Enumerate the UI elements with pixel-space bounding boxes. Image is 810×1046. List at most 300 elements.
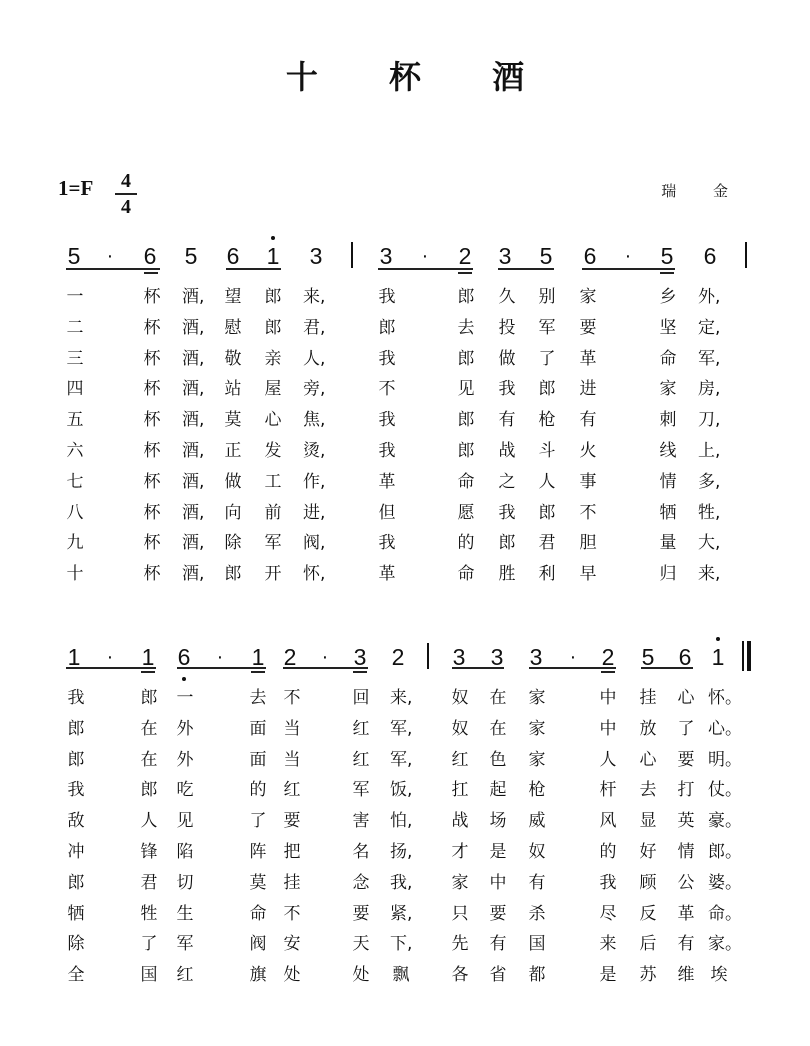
lyric-char: 奴 [451,718,469,739]
lyric-char: 正 [224,441,242,461]
lyric-char: 杀 [528,903,546,924]
lyric-char: 郎 [538,379,556,400]
lyric-char: 命 [457,564,475,585]
lyric-char: 了 [249,811,267,832]
lyric-char: 我 [67,780,85,801]
beam-underline [251,671,265,673]
lyric-char: 发 [264,441,282,461]
lyric-char: 我 [378,441,396,461]
note: 2 [391,644,405,670]
lyric-char: 郎 [264,287,282,307]
lyric-char: 人 [538,471,556,492]
lyric-char: 在 [489,718,507,739]
lyric-char: 不 [378,379,396,400]
lyric-char: 来, [390,688,413,708]
lyric-char: 屋 [264,379,282,400]
lyric-char: 家。 [708,934,742,955]
lyric-char: 郎 [264,317,282,338]
lyric-char: 当 [283,718,301,739]
lyric-char: 杯 [143,441,161,461]
lyric-char: 扬, [390,842,413,862]
lyric-char: 中 [489,872,507,893]
lyric-char: 郎 [498,533,516,554]
lyric-char: 害 [352,811,370,832]
lyric-char: 婆。 [708,872,742,893]
lyric-char: 维 [677,965,695,986]
lyric-char: 家 [528,718,546,739]
note: 5 [184,243,198,269]
composer-credit: 瑞 金 [661,182,744,200]
lyric-char: 枪 [538,410,556,431]
note: 6 [583,243,597,269]
note: 3 [529,644,543,670]
beam-underline [144,272,158,274]
lyric-char: 心。 [708,718,742,739]
lyric-char: 家 [528,688,546,708]
lyric-char: 命 [457,471,475,492]
lyric-char: 早 [579,564,597,585]
lyric-char: 九 [66,533,84,554]
lyric-char: 阀, [303,533,326,554]
lyric-char: 命 [249,903,267,924]
lyric-char: 才 [451,842,469,862]
lyric-char: 望 [224,287,242,307]
lyric-char: 要 [283,811,301,832]
lyric-char: 在 [489,688,507,708]
lyric-char: 只 [451,903,469,924]
lyric-char: 埃 [710,965,728,986]
note: 5 [660,243,674,269]
lyric-char: 慰 [224,317,242,338]
lyric-char: 家 [451,872,469,893]
lyric-char: 军, [390,718,413,739]
lyric-char: 不 [283,903,301,924]
lyric-char: 公 [677,872,695,893]
lyric-char: 见 [457,379,475,400]
lyric-char: 革 [378,471,396,492]
lyric-char: 人, [303,348,326,369]
lyric-char: 国 [528,934,546,955]
lyric-char: 胜 [498,564,516,585]
lyric-char: 但 [378,502,396,523]
lyric-char: 场 [489,811,507,832]
lyric-char: 外 [176,718,194,739]
lyric-char: 要 [352,903,370,924]
lyric-char: 我 [378,533,396,554]
lyric-char: 我 [67,688,85,708]
lyric-char: 革 [378,564,396,585]
lyric-char: 吃 [176,780,194,801]
lyric-char: 站 [224,379,242,400]
lyric-char: 房, [698,379,721,400]
lyric-char: 进, [303,502,326,523]
lyric-char: 军 [352,780,370,801]
lyric-char: 奴 [451,688,469,708]
lyric-char: 大, [698,533,721,554]
lyric-char: 心 [677,688,695,708]
lyric-char: 苏 [639,965,657,986]
lyric-char: 好 [639,842,657,862]
lyric-char: 阵 [249,842,267,862]
lyric-char: 在 [140,718,158,739]
note: 3 [498,243,512,269]
lyric-char: 怕, [390,811,413,832]
lyric-char: 挂 [283,872,301,893]
lyric-char: 愿 [457,502,475,523]
lyric-char: 生 [176,903,194,924]
lyric-char: 中 [599,718,617,739]
lyric-char: 切 [176,872,194,893]
lyric-char: 我 [378,287,396,307]
lyric-char: 明。 [708,749,742,770]
lyric-char: 郎 [67,718,85,739]
lyric-char: 我 [378,410,396,431]
lyric-char: 酒, [182,410,205,431]
lyric-char: 顾 [639,872,657,893]
lyric-char: 处 [283,965,301,986]
time-signature-numerator: 4 [121,170,131,192]
lyric-char: 郎 [457,410,475,431]
lyric-char: 烫, [303,441,326,461]
barline [427,643,429,669]
lyric-char: 中 [599,688,617,708]
lyric-char: 牺 [67,903,85,924]
lyric-char: 陷 [176,842,194,862]
lyric-char: 处 [352,965,370,986]
lyric-char: 打 [677,780,695,801]
lyric-char: 上, [698,441,721,461]
lyric-char: 军, [390,749,413,770]
lyric-char: 起 [489,780,507,801]
lyric-char: 刀, [698,410,721,431]
lyric-char: 有 [498,410,516,431]
lyric-char: 红 [352,718,370,739]
lyric-char: 除 [224,533,242,554]
lyric-char: 见 [176,811,194,832]
lyric-char: 郎。 [708,842,742,862]
lyric-char: 放 [639,718,657,739]
lyric-char: 郎 [67,872,85,893]
lyric-char: 坚 [659,317,677,338]
lyric-char: 心 [639,749,657,770]
lyric-char: 显 [639,811,657,832]
note: 6 [226,243,240,269]
time-signature [115,170,137,218]
lyric-char: 牺 [659,502,677,523]
lyric-char: 外 [176,749,194,770]
lyric-char: 郎 [538,502,556,523]
lyric-char: 回 [352,688,370,708]
note: 1 [141,644,155,670]
lyric-char: 十 [66,564,84,585]
octave-up-dot [716,637,720,641]
final-barline-thin [742,641,744,671]
lyric-char: 仗。 [708,780,742,801]
lyric-char: 怀, [303,564,326,585]
lyric-char: 了 [140,934,158,955]
lyric-char: 除 [67,934,85,955]
lyric-char: 八 [66,502,84,523]
lyric-char: 国 [140,965,158,986]
note: 2 [601,644,615,670]
lyric-char: 酒, [182,471,205,492]
lyric-char: 胆 [579,533,597,554]
note: 6 [703,243,717,269]
final-barline-thick [747,641,751,671]
page-bottom-mask [0,992,810,1042]
augmentation-dot: · [624,245,632,267]
lyric-char: 各 [451,965,469,986]
note: 6 [678,644,692,670]
lyric-char: 三 [66,348,84,369]
lyric-char: 红 [352,749,370,770]
lyric-char: 牲, [698,502,721,523]
lyric-char: 来, [303,287,326,307]
lyric-char: 冲 [67,842,85,862]
lyric-char: 杯 [143,379,161,400]
lyric-char: 阀 [249,934,267,955]
lyric-char: 酒, [182,379,205,400]
lyric-char: 酒, [182,533,205,554]
lyric-char: 当 [283,749,301,770]
lyric-char: 酒, [182,564,205,585]
lyric-char: 革 [677,903,695,924]
lyric-char: 多, [698,471,721,492]
lyric-char: 要 [579,317,597,338]
note: 1 [711,644,725,670]
lyric-char: 外, [698,287,721,307]
note: 3 [452,644,466,670]
lyric-char: 后 [639,934,657,955]
lyric-char: 饭, [390,780,413,801]
lyric-char: 敬 [224,348,242,369]
lyric-char: 去 [457,317,475,338]
lyric-char: 七 [66,471,84,492]
lyric-char: 一 [176,688,194,708]
lyric-char: 反 [639,903,657,924]
lyric-char: 要 [677,749,695,770]
lyric-char: 省 [489,965,507,986]
lyric-char: 我 [498,379,516,400]
song-title: 十 杯 酒 [285,58,555,96]
lyric-char: 风 [599,811,617,832]
note: 2 [283,644,297,670]
augmentation-dot: · [216,646,224,668]
lyric-char: 我 [378,348,396,369]
lyric-char: 军 [264,533,282,554]
lyric-char: 郎 [140,688,158,708]
lyric-char: 做 [224,471,242,492]
lyric-char: 有 [579,410,597,431]
lyric-char: 家 [579,287,597,307]
lyric-char: 念 [352,872,370,893]
lyric-char: 开 [264,564,282,585]
lyric-char: 是 [489,842,507,862]
lyric-char: 杆 [599,780,617,801]
lyric-char: 军, [698,348,721,369]
lyric-char: 君, [303,317,326,338]
lyric-char: 家 [659,379,677,400]
lyric-char: 人 [599,749,617,770]
lyric-char: 命。 [708,903,742,924]
lyric-char: 英 [677,811,695,832]
lyric-char: 挂 [639,688,657,708]
lyric-char: 我 [599,872,617,893]
augmentation-dot: · [321,646,329,668]
lyric-char: 酒, [182,441,205,461]
barline [351,242,353,268]
lyric-char: 在 [140,749,158,770]
lyric-char: 下, [390,934,413,955]
lyric-char: 杯 [143,348,161,369]
lyric-char: 乡 [659,287,677,307]
lyric-char: 军 [538,317,556,338]
lyric-char: 扛 [451,780,469,801]
lyric-char: 酒, [182,502,205,523]
lyric-char: 酒, [182,287,205,307]
lyric-char: 是 [599,965,617,986]
lyric-char: 豪。 [708,811,742,832]
lyric-char: 怀。 [708,688,742,708]
lyric-char: 四 [66,379,84,400]
augmentation-dot: · [421,245,429,267]
beam-underline [458,272,472,274]
lyric-char: 不 [579,502,597,523]
lyric-char: 君 [140,872,158,893]
octave-up-dot [271,236,275,240]
lyric-char: 刺 [659,410,677,431]
lyric-char: 军 [176,934,194,955]
note: 5 [539,243,553,269]
lyric-char: 郎 [457,441,475,461]
barline [745,242,747,268]
note: 1 [67,644,81,670]
lyric-char: 杯 [143,533,161,554]
lyric-char: 要 [489,903,507,924]
lyric-char: 都 [528,965,546,986]
lyric-char: 人 [140,811,158,832]
lyric-char: 定, [698,317,721,338]
lyric-char: 郎 [67,749,85,770]
lyric-char: 杯 [143,410,161,431]
lyric-char: 的 [249,780,267,801]
lyric-char: 来, [698,564,721,585]
lyric-char: 郎 [378,317,396,338]
beam-underline [141,671,155,673]
lyric-char: 敌 [67,811,85,832]
lyric-char: 去 [639,780,657,801]
lyric-char: 情 [659,471,677,492]
lyric-char: 酒, [182,348,205,369]
lyric-char: 的 [457,533,475,554]
lyric-char: 作, [303,471,326,492]
lyric-char: 莫 [249,872,267,893]
lyric-char: 利 [538,564,556,585]
lyric-char: 情 [677,842,695,862]
lyric-char: 我, [390,872,413,893]
lyric-char: 杯 [143,287,161,307]
lyric-char: 面 [249,718,267,739]
lyric-char: 别 [538,287,556,307]
lyric-char: 革 [579,348,597,369]
lyric-char: 杯 [143,317,161,338]
lyric-char: 了 [677,718,695,739]
lyric-char: 来 [599,934,617,955]
lyric-char: 心 [264,410,282,431]
lyric-char: 去 [249,688,267,708]
lyric-char: 归 [659,564,677,585]
lyric-char: 火 [579,441,597,461]
lyric-char: 前 [264,502,282,523]
lyric-char: 一 [66,287,84,307]
lyric-char: 事 [579,471,597,492]
octave-down-dot [182,677,186,681]
lyric-char: 莫 [224,410,242,431]
beam-underline [601,671,615,673]
lyric-char: 旁, [303,379,326,400]
lyric-char: 酒, [182,317,205,338]
lyric-char: 战 [498,441,516,461]
beam-underline [353,671,367,673]
fraction-line [115,193,137,195]
note: 1 [251,644,265,670]
lyric-char: 郎 [224,564,242,585]
lyric-char: 奴 [528,842,546,862]
lyric-char: 红 [176,965,194,986]
note: 3 [490,644,504,670]
note: 2 [458,243,472,269]
lyric-char: 工 [264,471,282,492]
lyric-char: 二 [66,317,84,338]
note: 3 [353,644,367,670]
lyric-char: 我 [498,502,516,523]
lyric-char: 红 [451,749,469,770]
lyric-char: 六 [66,441,84,461]
lyric-char: 杯 [143,471,161,492]
lyric-char: 投 [498,317,516,338]
lyric-char: 色 [489,749,507,770]
lyric-char: 有 [489,934,507,955]
lyric-char: 做 [498,348,516,369]
lyric-char: 的 [599,842,617,862]
lyric-char: 紧, [390,903,413,924]
augmentation-dot: · [569,646,577,668]
lyric-char: 命 [659,348,677,369]
lyric-char: 久 [498,287,516,307]
lyric-char: 枪 [528,780,546,801]
lyric-char: 有 [677,934,695,955]
lyric-char: 飘 [392,965,410,986]
note: 3 [309,243,323,269]
lyric-char: 了 [538,348,556,369]
lyric-char: 君 [538,533,556,554]
lyric-char: 锋 [140,842,158,862]
augmentation-dot: · [106,646,114,668]
lyric-char: 天 [352,934,370,955]
lyric-char: 郎 [140,780,158,801]
lyric-char: 杯 [143,502,161,523]
lyric-char: 斗 [538,441,556,461]
lyric-char: 威 [528,811,546,832]
lyric-char: 有 [528,872,546,893]
lyric-char: 尽 [599,903,617,924]
beam-underline [660,272,674,274]
lyric-char: 家 [528,749,546,770]
lyric-char: 之 [498,471,516,492]
note: 6 [143,243,157,269]
lyric-char: 不 [283,688,301,708]
lyric-char: 先 [451,934,469,955]
